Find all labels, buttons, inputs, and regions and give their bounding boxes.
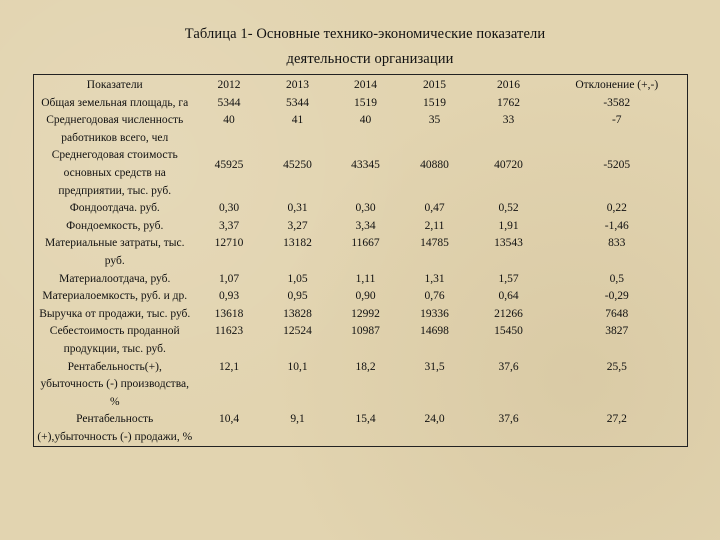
row-label: Общая земельная площадь, га <box>41 96 189 109</box>
table-cell: 45250 <box>283 159 312 172</box>
table-row <box>34 323 688 358</box>
table-cell: 0,22 <box>606 202 627 215</box>
table-row <box>34 411 688 447</box>
header-row <box>34 75 688 95</box>
table-cell: 1,05 <box>287 272 308 285</box>
table-cell: 45925 <box>214 159 244 172</box>
table-cell: 24,0 <box>424 413 445 426</box>
table-cell: 3,27 <box>287 219 308 232</box>
table-cell: 12,1 <box>218 360 240 373</box>
table-cell: 12992 <box>351 307 380 320</box>
header-cell: 2013 <box>286 79 309 91</box>
table-cell: 37,6 <box>498 360 519 373</box>
row-label: Материалоотдача, руб. <box>59 272 171 285</box>
table-cell: 7648 <box>605 307 629 320</box>
table-cell: 1,57 <box>498 272 519 285</box>
table-row <box>34 288 688 306</box>
row-label: Рентабельность(+), убыточность (-) производства, % <box>40 360 189 408</box>
table-cell: 1,07 <box>218 272 240 285</box>
table-cell: 10987 <box>351 325 380 338</box>
indicators-table <box>33 74 688 447</box>
table-cell: 1519 <box>423 96 446 109</box>
table-cell: -0,29 <box>604 290 629 303</box>
table-row <box>34 235 688 270</box>
table-cell: 37,6 <box>498 413 519 426</box>
table-cell: 5344 <box>217 96 241 109</box>
table-cell: 0,47 <box>424 202 445 215</box>
table-cell: 10,4 <box>218 413 240 426</box>
table-cell: -7 <box>611 114 622 127</box>
table-cell: 14698 <box>420 325 449 338</box>
table-cell: 0,93 <box>218 290 240 303</box>
row-label: Фондоемкость, руб. <box>66 219 164 232</box>
table-cell: 0,30 <box>355 202 376 215</box>
row-label: Себестоимость проданной продукции, тыс. руб. <box>49 325 180 355</box>
row-label: Среднегодовая численность работников всего, чел <box>46 114 184 144</box>
table-cell: 9,1 <box>290 413 305 426</box>
table-cell: 11667 <box>351 237 380 250</box>
table-cell: 15,4 <box>355 413 376 426</box>
table-row <box>34 306 688 324</box>
table-cell: 13543 <box>494 237 523 250</box>
row-label: Материалоемкость, руб. и др. <box>42 290 188 303</box>
table-cell: 833 <box>608 237 626 250</box>
table-cell: 40720 <box>494 159 523 172</box>
table-cell: 11623 <box>214 325 244 338</box>
row-label: Рентабельность (+),убыточность (-) продажи, % <box>37 413 193 443</box>
table-cell: 13182 <box>283 237 312 250</box>
table-cell: -5205 <box>603 159 631 172</box>
header-cell: 2014 <box>354 79 377 91</box>
table-cell: -1,46 <box>604 219 629 232</box>
table-row <box>34 359 688 412</box>
table-cell: 1519 <box>354 96 377 109</box>
table-cell: 35 <box>428 114 441 127</box>
table-cell: 0,76 <box>424 290 445 303</box>
header-cell: 2012 <box>217 79 241 91</box>
row-label: Фондоотдача. руб. <box>69 202 160 215</box>
table-cell: 12524 <box>283 325 312 338</box>
table-cell: -3582 <box>603 96 631 109</box>
table-caption: Таблица 1- Основные технико-экономические показатели <box>184 26 546 42</box>
table-row <box>34 200 688 218</box>
table-row <box>34 147 688 200</box>
table-cell: 19336 <box>420 307 449 320</box>
table-cell: 13618 <box>214 307 244 320</box>
table-cell: 1,31 <box>424 272 445 285</box>
header-cell: Отклонение (+,-) <box>575 79 659 91</box>
header-cell: Показатели <box>86 79 143 91</box>
table-cell: 0,64 <box>498 290 519 303</box>
table-cell: 27,2 <box>606 413 627 426</box>
table-row <box>34 271 688 289</box>
table-cell: 40 <box>359 114 372 127</box>
row-label: Выручка от продажи, тыс. руб. <box>39 307 191 320</box>
table-cell: 10,1 <box>287 360 308 373</box>
table-cell: 40880 <box>420 159 449 172</box>
row-label: Среднегодовая стоимость основных средств на предприятии, тыс. руб. <box>51 149 178 197</box>
table-cell: 0,90 <box>355 290 376 303</box>
row-label: Материальные затраты, тыс. руб. <box>45 237 185 267</box>
table-caption-line2: деятельности организации <box>286 51 454 67</box>
table-cell: 33 <box>502 114 515 127</box>
table-cell: 15450 <box>494 325 523 338</box>
table-cell: 18,2 <box>355 360 376 373</box>
table-row <box>34 95 688 113</box>
table-cell: 3,37 <box>218 219 240 232</box>
header-cell: 2016 <box>497 79 520 91</box>
table-cell: 0,95 <box>287 290 308 303</box>
table-cell: 0,31 <box>287 202 308 215</box>
header-cell: 2015 <box>423 79 446 91</box>
table-cell: 12710 <box>214 237 244 250</box>
table-cell: 13828 <box>283 307 312 320</box>
table-cell: 31,5 <box>424 360 445 373</box>
table-cell: 0,30 <box>218 202 240 215</box>
table-cell: 1762 <box>497 96 520 109</box>
table-cell: 1,11 <box>355 272 376 285</box>
table-row <box>34 112 688 147</box>
table-cell: 2,11 <box>424 219 445 232</box>
table-cell: 43345 <box>351 159 380 172</box>
table-cell: 5344 <box>286 96 309 109</box>
table-row <box>34 218 688 236</box>
table-cell: 1,91 <box>498 219 519 232</box>
table-cell: 0,5 <box>609 272 624 285</box>
table-cell: 41 <box>291 114 304 127</box>
table-cell: 3827 <box>605 325 629 338</box>
table-cell: 40 <box>223 114 235 127</box>
table-cell: 0,52 <box>498 202 519 215</box>
table-cell: 14785 <box>420 237 449 250</box>
table-cell: 25,5 <box>606 360 627 373</box>
table-cell: 21266 <box>494 307 523 320</box>
table-cell: 3,34 <box>355 219 376 232</box>
